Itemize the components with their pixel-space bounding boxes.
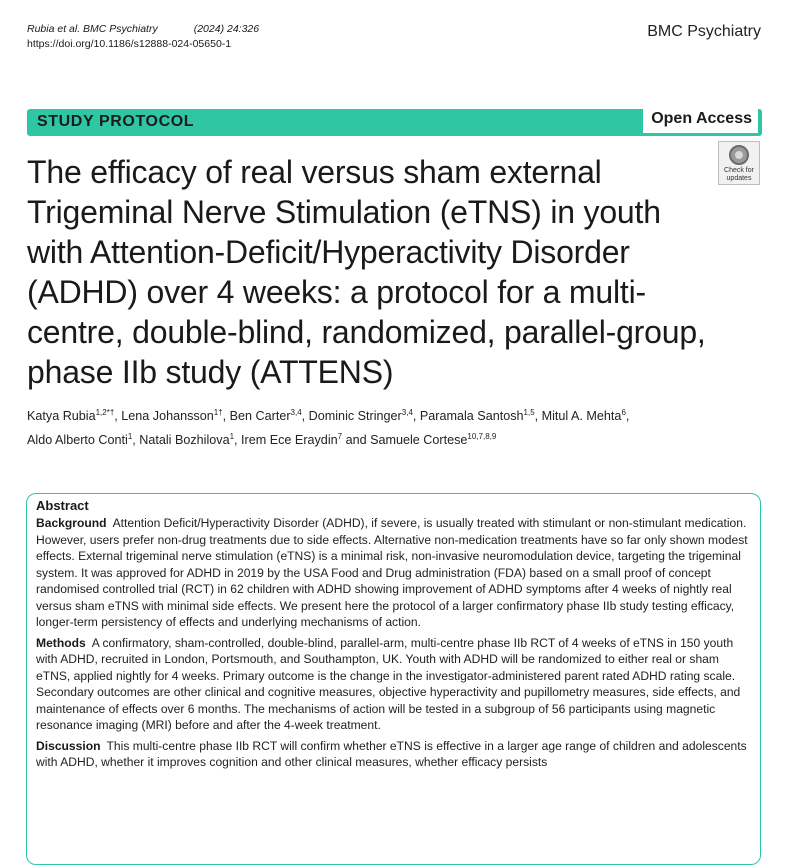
author-name[interactable]: Aldo Alberto Conti xyxy=(27,433,128,447)
author-affiliation: 1,5 xyxy=(523,408,535,417)
methods-label: Methods xyxy=(36,635,86,650)
author-affiliation: 10,7,8,9 xyxy=(467,432,497,441)
author-name[interactable]: Ben Carter xyxy=(229,409,291,423)
author-conjunction: and xyxy=(345,433,367,447)
abstract-background xyxy=(36,515,750,631)
doi-link[interactable]: https://doi.org/10.1186/s12888-024-05650-1 xyxy=(27,38,232,50)
check-updates-icon xyxy=(729,145,749,165)
abstract-heading: Abstract xyxy=(36,498,89,513)
author-name[interactable]: Dominic Stringer xyxy=(308,409,402,423)
journal-name: BMC Psychiatry xyxy=(647,23,761,40)
author-affiliation: 1 xyxy=(127,432,133,441)
abstract-box xyxy=(26,493,761,865)
article-type-label: STUDY PROTOCOL xyxy=(37,113,195,130)
check-updates-label: Check for updates xyxy=(724,167,754,182)
article-title: The efficacy of real versus sham external Trigeminal Nerve Stimulation (eTNS) in youth with Attention-Deficit/Hyperactivity Disorder (ADHD) over 4 weeks: a protocol for a multi-centre, double-blind, randomized, parallel-group, phase IIb study (ATTENS) xyxy=(27,154,706,390)
author-name[interactable]: Samuele Cortese xyxy=(370,433,468,447)
article-citation xyxy=(27,22,259,52)
author-affiliation: 1,2*† xyxy=(95,408,115,417)
author-affiliation: 1 xyxy=(229,432,235,441)
author-name[interactable]: Natali Bozhilova xyxy=(139,433,230,447)
journal-reference: Rubia et al. BMC Psychiatry xyxy=(27,23,158,35)
author-name[interactable]: Mitul A. Mehta xyxy=(541,409,622,423)
check-for-updates-button[interactable] xyxy=(718,141,760,185)
open-access-label: Open Access xyxy=(643,108,758,133)
abstract-methods xyxy=(36,635,750,734)
author-affiliation: 3,4 xyxy=(401,408,413,417)
author-affiliation: 7 xyxy=(337,432,343,441)
author-affiliation: 3,4 xyxy=(290,408,302,417)
discussion-label: Discussion xyxy=(36,738,101,753)
author-affiliation: 6 xyxy=(621,408,626,417)
author-affiliation: 1† xyxy=(213,408,223,417)
background-label: Background xyxy=(36,516,107,530)
volume-info: (2024) 24:326 xyxy=(193,23,260,35)
background-text: Attention Deficit/Hyperactivity Disorder (ADHD), if severe, is usually treated with stimulant or non-stimulant medication. However, users prefer non-drug treatments due to side effects. Alternative non-medication treatments have so far only shown modest effects. External trigeminal nerve stimulation (eTNS) is a minimal risk, non-invasive neuromodulation device, targeting the trigeminal system. It was approved for ADHD in 2019 by the USA Food and Drug administration (FDA) based on a small proof of concept randomised controlled trial (RCT) in 62 children with ADHD showing improvement of ADHD symptoms after 4 weeks of nightly real versus sham eTNS with minimal side effects. We present here the protocol of a larger confirmatory phase IIb study testing efficacy, longer-term persistency of effects and underlying mechanisms of action. xyxy=(36,516,748,629)
article-type-banner xyxy=(27,109,762,136)
author-name[interactable]: Lena Johansson xyxy=(121,409,214,423)
author-list: Katya Rubia$^{1,2*\dagger}$, Lena Johansson$^{1\dagger}$, Ben Carter$^{3,4}$, Dominic Stringer$^{3,4}$, Paramala Santosh$^{1,5}$, Mitul A. Mehta$^6$, Aldo Alberto Conti$^1$, Natali Bozhilova$^1$, Irem Ece Eraydin$^7$ and Samuele Cortese$^{10,7,8,9}$ xyxy=(27,408,630,447)
discussion-text: This multi-centre phase IIb RCT will confirm whether eTNS is effective in a larger age range of children and adolescents with ADHD, whether it improves cognition and other clinical measures, whether efficacy persists xyxy=(36,738,747,769)
abstract-discussion xyxy=(36,738,750,771)
author-name[interactable]: Paramala Santosh xyxy=(419,409,524,423)
author-name[interactable]: Irem Ece Eraydin xyxy=(241,433,338,447)
methods-text: A confirmatory, sham-controlled, double-blind, parallel-arm, multi-centre phase IIb RCT of 4 weeks of eTNS in 150 youth with ADHD, recruited in London, Portsmouth, and Southampton, UK. Youth with ADHD will be randomized to either real or sham eTNS, applied nightly for 4 weeks. Primary outcome is the change in the investigator-administered parent rated ADHD rating scale. Secondary outcomes are other clinical and cognitive measures, objective hyperactivity and pupillometry measures, side effects, and maintenance of effects over 6 months. The mechanisms of action will be tested in a subgroup of 56 participants using magnetic resonance imaging (MRI) before and after the 4-week treatment. xyxy=(36,635,741,732)
author-name[interactable]: Katya Rubia xyxy=(27,409,96,423)
